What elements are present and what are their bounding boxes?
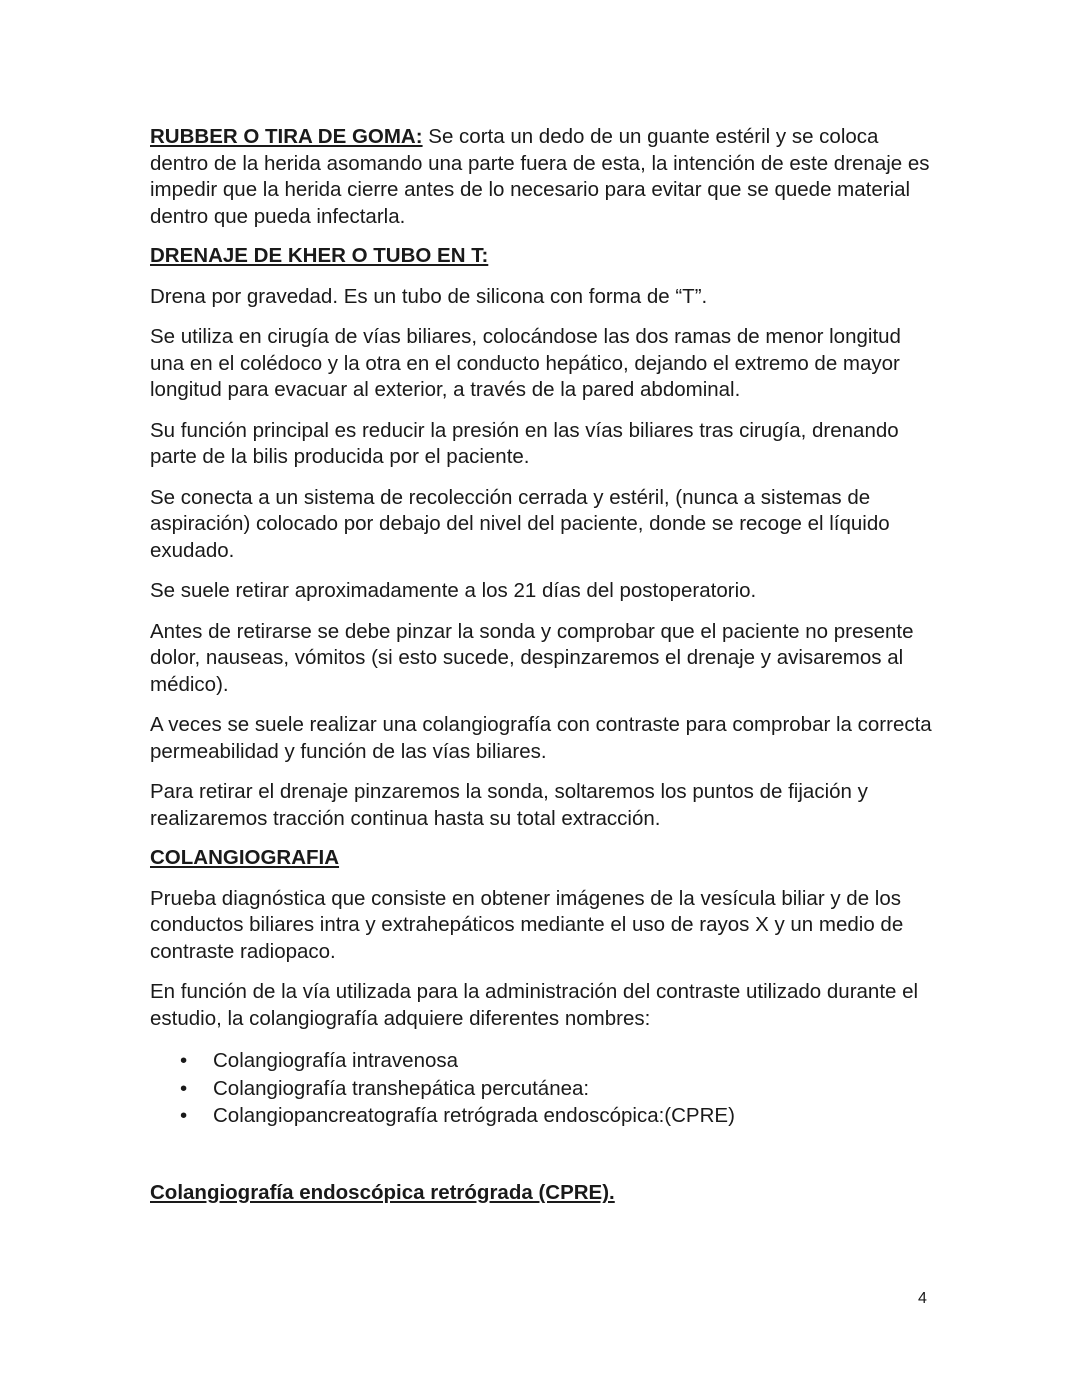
bullet-icon: • xyxy=(180,1076,188,1100)
list-item xyxy=(150,1103,940,1131)
colangiografia-paragraph: Prueba diagnóstica que consiste en obtener imágenes de la vesícula biliar y de los conductos biliares intra y extrahepáticos mediante el uso de rayos X y un medio de contraste radiopaco. xyxy=(150,886,904,963)
kher-paragraph: A veces se suele realizar una colangiografía con contraste para comprobar la correcta permeabilidad y función de las vías biliares. xyxy=(150,713,932,763)
kher-paragraph: Se utiliza en cirugía de vías biliares, colocándose las dos ramas de menor longitud una en el colédoco y la otra en el conducto hepático, dejando el extremo de mayor longitud para evacuar al exterior, a través de la pared abdominal. xyxy=(150,325,901,401)
kher-paragraph: Se suele retirar aproximadamente a los 21 días del postoperatorio. xyxy=(150,579,757,602)
page-number: 4 xyxy=(918,1290,927,1307)
colangiografia-type-list xyxy=(150,1048,940,1131)
kher-paragraph: Su función principal es reducir la presión en las vías biliares tras cirugía, drenando parte de la bilis producida por el paciente. xyxy=(150,418,899,468)
cpre-heading: Colangiografía endoscópica retrógrada (CPRE). xyxy=(150,1181,615,1204)
colangiografia-paragraph: En función de la vía utilizada para la administración del contraste utilizado durante el estudio, la colangiografía adquiere diferentes nombres: xyxy=(150,980,919,1030)
bullet-icon: • xyxy=(180,1104,188,1127)
kher-heading: DRENAJE DE KHER O TUBO EN T: xyxy=(150,244,489,267)
list-item-text: Colangiografía transhepática percutánea: xyxy=(213,1076,590,1100)
kher-paragraph: Antes de retirarse se debe pinzar la sonda y comprobar que el paciente no presente dolor, nauseas, vómitos (si esto sucede, despinzaremos el drenaje y avisaremos al médico). xyxy=(150,619,914,696)
list-item-text: Colangiografía intravenosa xyxy=(213,1049,459,1072)
list-item-text: Colangiopancreatografía retrógrada endoscópica:(CPRE) xyxy=(213,1104,735,1127)
kher-paragraph: Para retirar el drenaje pinzaremos la sonda, soltaremos los puntos de fijación y realizaremos tracción continua hasta su total extracción. xyxy=(150,780,868,830)
rubber-text: Se corta un dedo de un guante estéril y se coloca dentro de la herida asomando una parte fuera de esta, la intención de este drenaje es impedir que la herida cierre antes de lo necesario para evitar que se quede material dentro que pueda infectarla. xyxy=(150,125,930,228)
bullet-icon: • xyxy=(180,1049,188,1072)
document-body xyxy=(150,124,940,1131)
kher-paragraph: Se conecta a un sistema de recolección cerrada y estéril, (nunca a sistemas de aspiración) colocado por debajo del nivel del paciente, donde se recoge el líquido exudado. xyxy=(150,485,890,562)
rubber-heading: RUBBER O TIRA DE GOMA: xyxy=(150,125,423,148)
list-item xyxy=(150,1076,940,1104)
rubber-paragraph xyxy=(150,124,940,230)
list-item xyxy=(150,1048,940,1076)
kher-paragraph: Drena por gravedad. Es un tubo de silicona con forma de “T”. xyxy=(150,284,708,308)
colangiografia-heading: COLANGIOGRAFIA xyxy=(150,846,340,869)
